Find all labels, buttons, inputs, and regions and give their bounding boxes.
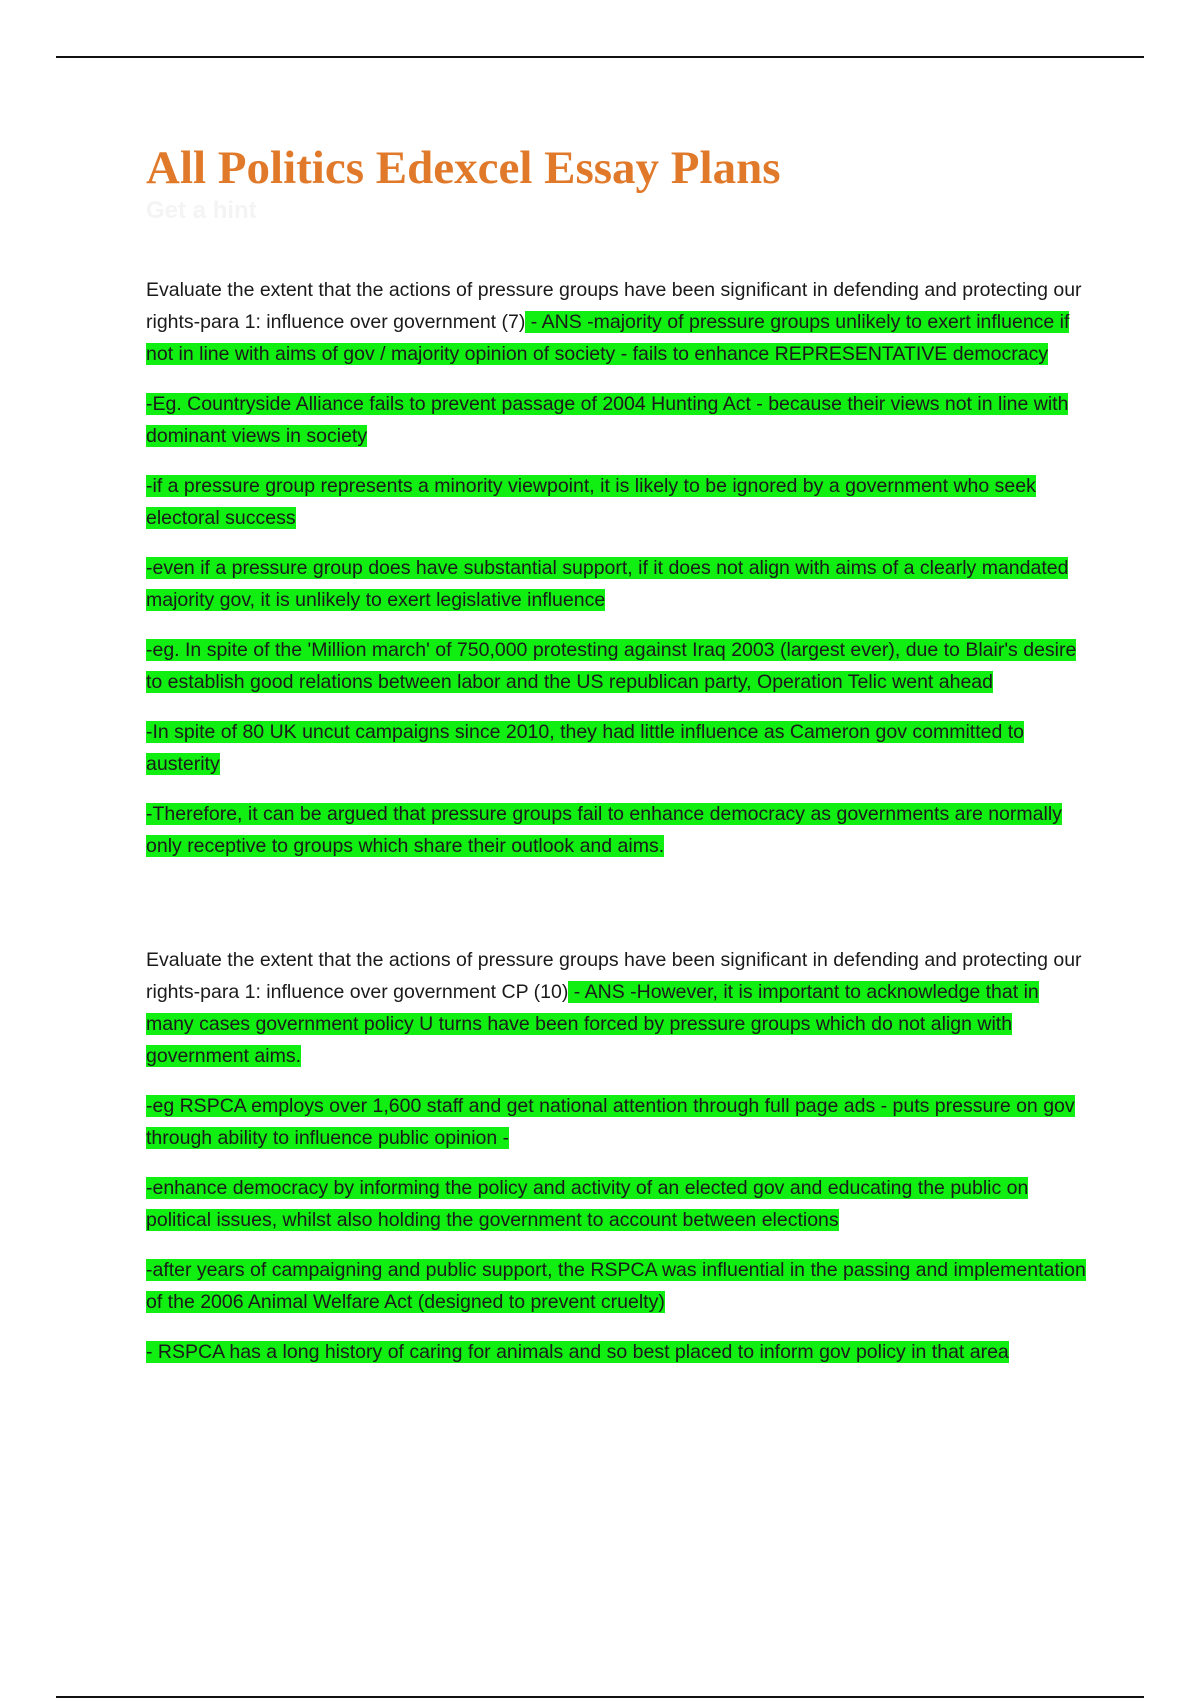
essay-section-1	[146, 274, 1086, 862]
document-title: All Politics Edexcel Essay Plans	[146, 142, 781, 194]
answer-point: -enhance democracy by informing the policy and activity of an elected gov and educating the public on political issues, whilst also holding the government to account between elections	[146, 1177, 1029, 1232]
essay-section-2	[146, 944, 1086, 1368]
question-paragraph	[146, 944, 1086, 1072]
question-text: Evaluate the extent that the actions of pressure groups have been significant in defending and protecting our rights-para 1: influence over government (7)	[146, 279, 1082, 334]
answer-lead: - ANS -However, it is important to acknowledge that in many cases government policy U turns have been forced by pressure groups which do not align with government aims.	[146, 981, 1039, 1068]
watermark-text: Get a hint	[146, 197, 257, 225]
answer-point: -In spite of 80 UK uncut campaigns since 2010, they had little influence as Cameron gov committed to austerity	[146, 721, 1024, 776]
top-rule	[56, 56, 1144, 58]
answer-point: - RSPCA has a long history of caring for animals and so best placed to inform gov policy in that area	[146, 1341, 1009, 1364]
answer-point: -eg. In spite of the 'Million march' of 750,000 protesting against Iraq 2003 (largest ever), due to Blair's desire to establish good relations between labor and the US republican party, Operation Telic went ahead	[146, 639, 1077, 694]
document-body	[146, 140, 1086, 1368]
answer-point: -Therefore, it can be argued that pressure groups fail to enhance democracy as governments are normally only receptive to groups which share their outlook and aims.	[146, 803, 1062, 858]
answer-point: -Eg. Countryside Alliance fails to prevent passage of 2004 Hunting Act - because their views not in line with dominant views in society	[146, 393, 1069, 448]
answer-point: -if a pressure group represents a minority viewpoint, it is likely to be ignored by a government who seek electoral success	[146, 475, 1036, 530]
answer-point: -eg RSPCA employs over 1,600 staff and get national attention through full page ads - puts pressure on gov through ability to influence public opinion -	[146, 1095, 1075, 1150]
question-paragraph	[146, 274, 1086, 370]
answer-lead: - ANS -majority of pressure groups unlikely to exert influence if not in line with aims of gov / majority opinion of society - fails to enhance REPRESENTATIVE democracy	[146, 311, 1070, 366]
answer-point: -after years of campaigning and public support, the RSPCA was influential in the passing and implementation of the 2006 Animal Welfare Act (designed to prevent cruelty)	[146, 1259, 1086, 1314]
answer-point: -even if a pressure group does have substantial support, if it does not align with aims of a clearly mandated majority gov, it is unlikely to exert legislative influence	[146, 557, 1069, 612]
question-text: Evaluate the extent that the actions of pressure groups have been significant in defending and protecting our rights-para 1: influence over government CP (10)	[146, 949, 1082, 1004]
bottom-rule	[56, 1696, 1144, 1698]
